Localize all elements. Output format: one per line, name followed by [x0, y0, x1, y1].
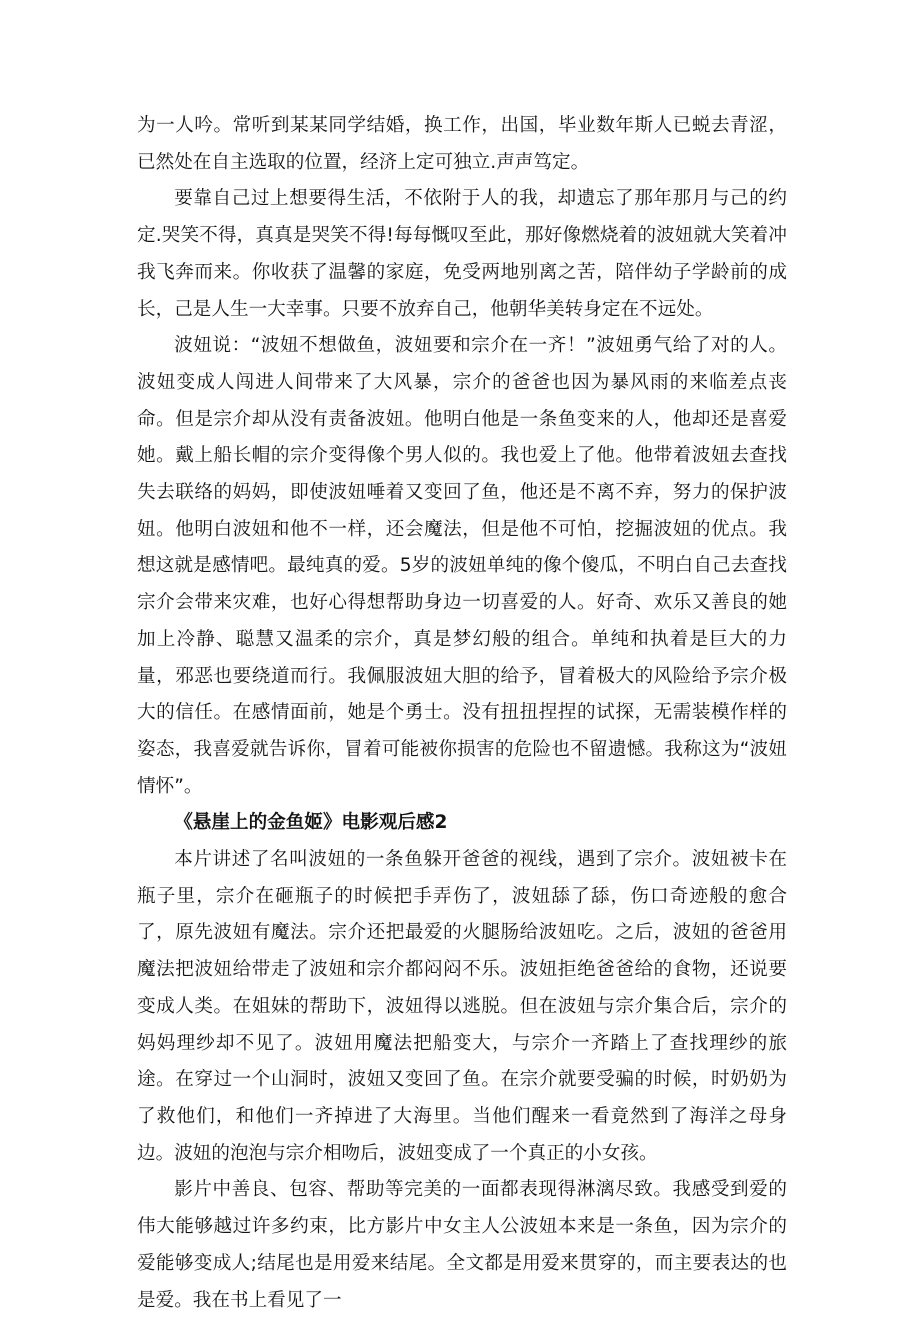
paragraph: 本片讲述了名叫波妞的一条鱼躲开爸爸的视线，遇到了宗介。波妞被卡在瓶子里，宗介在砸瓶子的时候把手弄伤了，波妞舔了舔，伤口奇迹般的愈合了，原先波妞有魔法。宗介还把最爱的火腿肠给波妞吃。之后，波妞的爸爸用魔法把波妞给带走了波妞和宗介都闷闷不乐。波妞拒绝爸爸给的食物，还说要变成人类。在姐妹的帮助下，波妞得以逃脱。但在波妞与宗介集合后，宗介的妈妈理纱却不见了。波妞用魔法把船变大，与宗介一齐踏上了查找理纱的旅途。在穿过一个山洞时，波妞又变回了鱼。在宗介就要受骗的时候，时奶奶为了救他们，和他们一齐掉进了大海里。当他们醒来一看竟然到了海洋之母身边。波妞的泡泡与宗介相吻后，波妞变成了一个真正的小女孩。	[137, 849, 787, 1164]
paragraph: 要靠自己过上想要得生活，不依附于人的我，却遗忘了那年那月与己的约定.哭笑不得，真真是哭笑不得!每每慨叹至此，那好像燃烧着的波妞就大笑着冲我飞奔而来。你收获了温馨的家庭，免受两地别离之苦，陪伴幼子学龄前的成长，己是人生一大幸事。只要不放弃自己，他朝华美转身定在不远处。	[137, 188, 787, 320]
section-heading: 《悬崖上的金鱼姬》电影观后感2	[174, 812, 448, 834]
paragraph: 影片中善良、包容、帮助等完美的一面都表现得淋漓尽致。我感受到爱的伟大能够越过许多约束，比方影片中女主人公波妞本来是一条鱼，因为宗介的爱能够变成人;结尾也是用爱来结尾。全文都是用爱来贯穿的，而主要表达的也是爱。我在书上看见了一	[137, 1179, 787, 1311]
article-body	[137, 108, 787, 1319]
paragraph-continuation: 为一人吟。常听到某某同学结婚，换工作，出国，毕业数年斯人已蜕去青涩，已然处在自主选取的位置，经济上定可独立.声声笃定。	[137, 115, 787, 173]
paragraph: 波妞说：“波妞不想做鱼，波妞要和宗介在一齐！”波妞勇气给了对的人。波妞变成人闯进人间带来了大风暴，宗介的爸爸也因为暴风雨的来临差点丧命。但是宗介却从没有责备波妞。他明白他是一条鱼变来的人，他却还是喜爱她。戴上船长帽的宗介变得像个男人似的。我也爱上了他。他带着波妞去查找失去联络的妈妈，即使波妞唾着又变回了鱼，他还是不离不弃，努力的保护波妞。他明白波妞和他不一样，还会魔法，但是他不可怕，挖掘波妞的优点。我想这就是感情吧。最纯真的爱。5岁的波妞单纯的像个傻瓜，不明白自己去查找宗介会带来灾难，也好心得想帮助身边一切喜爱的人。好奇、欢乐又善良的她加上冷静、聪慧又温柔的宗介，真是梦幻般的组合。单纯和执着是巨大的力量，邪恶也要绕道而行。我佩服波妞大胆的给予，冒着极大的风险给予宗介极大的信任。在感情面前，她是个勇士。没有扭扭捏捏的试探，无需装模作样的姿态，我喜爱就告诉你，冒着可能被你损害的危险也不留遗憾。我称这为“波妞情怀”。	[137, 335, 787, 797]
